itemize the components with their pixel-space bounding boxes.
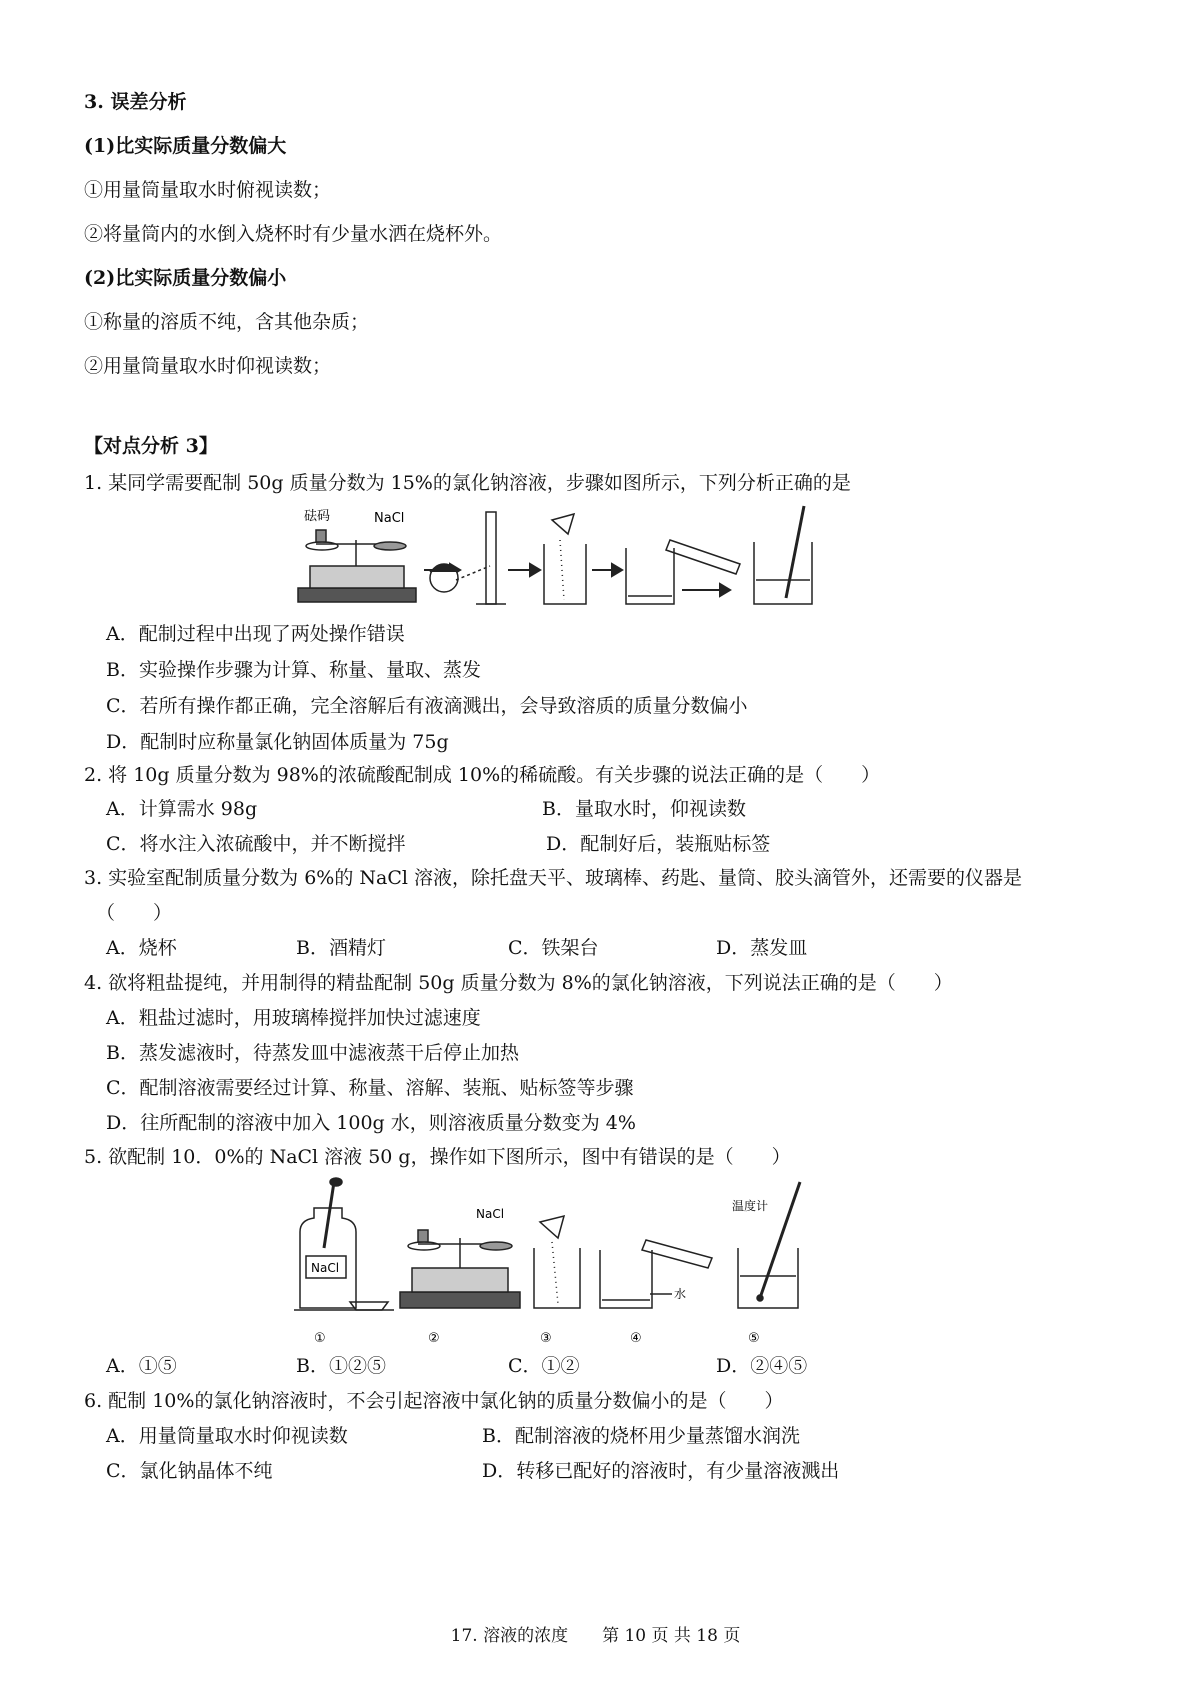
balance-icon bbox=[400, 1230, 520, 1308]
eye-reading-icon bbox=[430, 564, 490, 592]
figure-number: ① bbox=[314, 1331, 326, 1346]
arrow-icon bbox=[424, 564, 730, 596]
beaker-icon bbox=[544, 514, 586, 604]
figure-label: NaCl bbox=[311, 1261, 340, 1275]
option: D．往所配制的溶液中加入 100g 水，则溶液质量分数变为 4% bbox=[106, 1112, 636, 1134]
option: C．将水注入浓硫酸中，并不断搅拌 bbox=[106, 833, 406, 855]
option: A．配制过程中出现了两处操作错误 bbox=[106, 623, 405, 645]
figure-label: 水 bbox=[674, 1287, 687, 1301]
figure-label: 温度计 bbox=[732, 1199, 769, 1213]
option: D．②④⑤ bbox=[716, 1355, 808, 1377]
beaker-icon bbox=[600, 1240, 712, 1308]
option: B．酒精灯 bbox=[296, 937, 386, 959]
question-stem: 3. 实验室配制质量分数为 6%的 NaCl 溶液，除托盘天平、玻璃棒、药匙、量筒、胶头滴管外，还需要的仪器是 bbox=[84, 867, 1022, 889]
option: A．用量筒量取水时仰视读数 bbox=[106, 1425, 348, 1447]
option: C．铁架台 bbox=[508, 937, 599, 959]
figure-number: ③ bbox=[540, 1331, 552, 1346]
subsection-title: (1)比实际质量分数偏大 bbox=[84, 135, 287, 157]
option: B．实验操作步骤为计算、称量、量取、蒸发 bbox=[106, 659, 481, 681]
section-title: 3. 误差分析 bbox=[84, 91, 187, 113]
figure-number: ⑤ bbox=[748, 1331, 760, 1346]
question-stem: （ ） bbox=[96, 902, 173, 924]
practice-title: 【对点分析 3】 bbox=[84, 435, 218, 457]
list-item: ②将量筒内的水倒入烧杯时有少量水洒在烧杯外。 bbox=[84, 223, 503, 245]
question-1-figure bbox=[290, 500, 850, 615]
question-stem: 4. 欲将粗盐提纯，并用制得的精盐配制 50g 质量分数为 8%的氯化钠溶液，下列说法正确的是（ ） bbox=[84, 972, 953, 994]
reagent-bottle-icon bbox=[294, 1178, 394, 1310]
option: A．①⑤ bbox=[106, 1355, 177, 1377]
question-stem: 1. 某同学需要配制 50g 质量分数为 15%的氯化钠溶液，步骤如图所示，下列分析正确的是 bbox=[84, 472, 851, 494]
question-5-figure bbox=[290, 1172, 900, 1352]
option: A．粗盐过滤时，用玻璃棒搅拌加快过滤速度 bbox=[106, 1007, 481, 1029]
figure-label: NaCl bbox=[374, 511, 405, 526]
question-stem: 6. 配制 10%的氯化钠溶液时，不会引起溶液中氯化钠的质量分数偏小的是（ ） bbox=[84, 1390, 784, 1412]
option: B．①②⑤ bbox=[296, 1355, 386, 1377]
option: B．蒸发滤液时，待蒸发皿中滤液蒸干后停止加热 bbox=[106, 1042, 519, 1064]
beaker-icon bbox=[534, 1216, 580, 1308]
option: B．配制溶液的烧杯用少量蒸馏水润洗 bbox=[482, 1425, 800, 1447]
option: C．配制溶液需要经过计算、称量、溶解、装瓶、贴标签等步骤 bbox=[106, 1077, 634, 1099]
cylinder-icon bbox=[476, 512, 506, 604]
figure-number: ④ bbox=[630, 1331, 642, 1346]
balance-icon bbox=[298, 530, 416, 602]
list-item: ①称量的溶质不纯，含其他杂质； bbox=[84, 311, 370, 333]
subsection-title: (2)比实际质量分数偏小 bbox=[84, 267, 287, 289]
question-stem: 2. 将 10g 质量分数为 98%的浓硫酸配制成 10%的稀硫酸。有关步骤的说法正确的是（ ） bbox=[84, 764, 881, 786]
figure-label: 砝码 bbox=[304, 509, 331, 524]
question-stem: 5. 欲配制 10．0%的 NaCl 溶液 50 g，操作如下图所示，图中有错误的是（ ） bbox=[84, 1146, 791, 1168]
figure-label: NaCl bbox=[476, 1207, 505, 1221]
page-footer: 17. 溶液的浓度 第 10 页 共 18 页 bbox=[450, 1626, 741, 1646]
beaker-icon bbox=[754, 506, 812, 604]
option: C．若所有操作都正确，完全溶解后有液滴溅出，会导致溶质的质量分数偏小 bbox=[106, 695, 748, 717]
option: D．转移已配好的溶液时，有少量溶液溅出 bbox=[482, 1460, 840, 1482]
list-item: ①用量筒量取水时俯视读数； bbox=[84, 179, 332, 201]
option: C．①② bbox=[508, 1355, 580, 1377]
list-item: ②用量筒量取水时仰视读数； bbox=[84, 355, 332, 377]
option: D．配制好后，装瓶贴标签 bbox=[546, 833, 771, 855]
figure-number: ② bbox=[428, 1331, 440, 1346]
option: C．氯化钠晶体不纯 bbox=[106, 1460, 273, 1482]
option: B．量取水时，仰视读数 bbox=[542, 798, 746, 820]
option: D．蒸发皿 bbox=[716, 937, 808, 959]
option: D．配制时应称量氯化钠固体质量为 75g bbox=[106, 731, 449, 753]
option: A．烧杯 bbox=[106, 937, 177, 959]
option: A．计算需水 98g bbox=[106, 798, 258, 820]
